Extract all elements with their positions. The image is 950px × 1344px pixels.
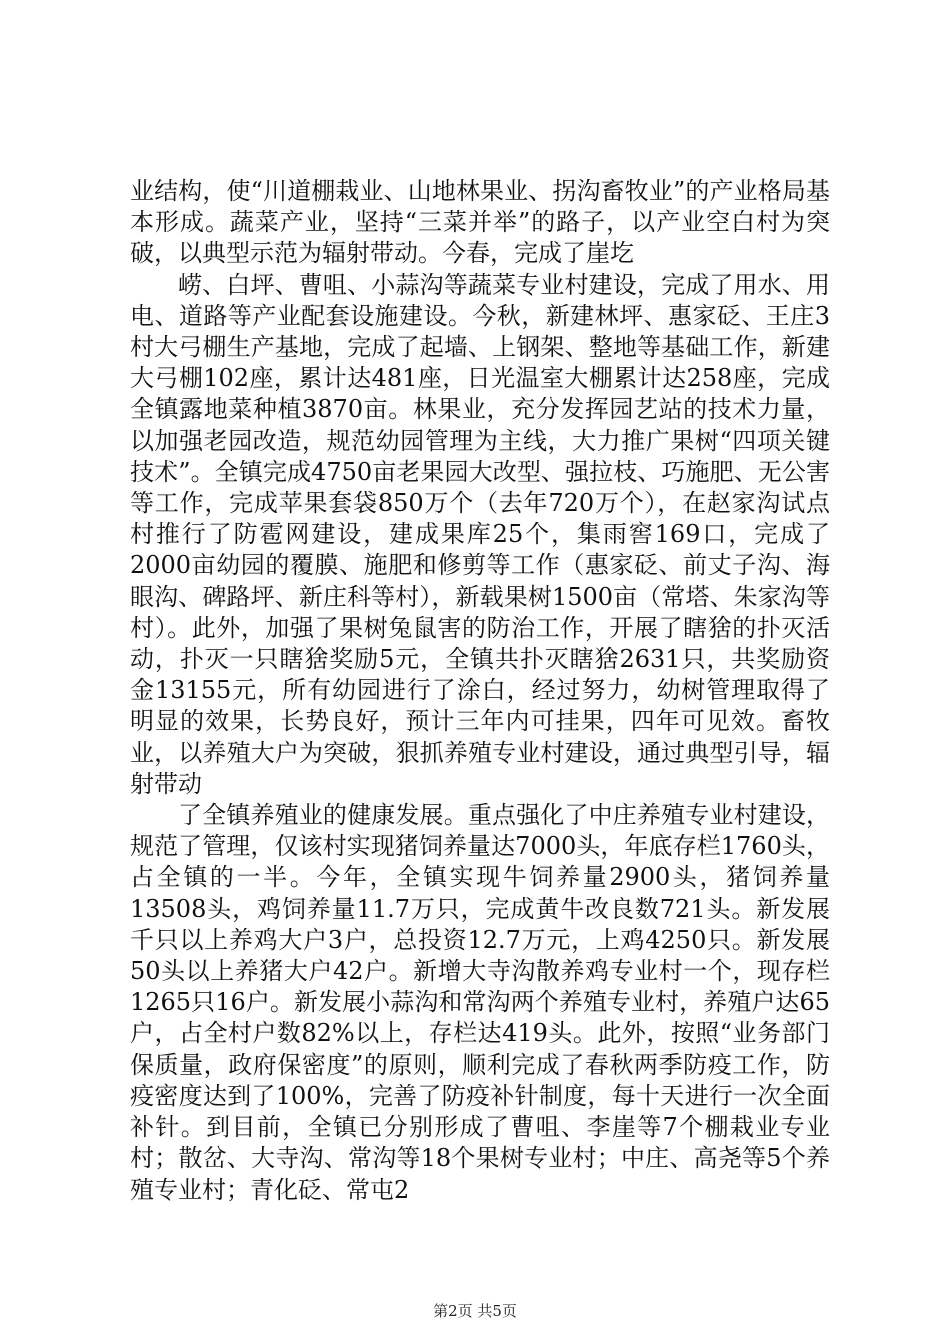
document-body	[130, 176, 830, 1206]
page-number-footer: 第2页 共5页	[433, 1302, 517, 1320]
paragraph-3: 了全镇养殖业的健康发展。重点强化了中庄养殖专业村建设，规范了管理，仅该村实现猪饲养量达7000头，年底存栏1760头，占全镇的一半。今年，全镇实现牛饲养量2900头，猪饲养量13508头，鸡饲养量11.7万只，完成黄牛改良数721头。新发展千只以上养鸡大户3户，总投资12.7万元，上鸡4250只。新发展50头以上养猪大户42户。新增大寺沟散养鸡专业村一个，现存栏1265只16户。新发展小蒜沟和常沟两个养殖专业村，养殖户达65户，占全村户数82%以上，存栏达419头。此外，按照“业务部门保质量，政府保密度”的原则，顺利完成了春秋两季防疫工作，防疫密度达到了100%，完善了防疫补针制度，每十天进行一次全面补针。到目前，全镇已分别形成了曹咀、李崖等7个棚栽业专业村；散岔、大寺沟、常沟等18个果树专业村；中庄、高尧等5个养殖专业村；青化砭、常屯2	[130, 801, 830, 1204]
paragraph-2: 崂、白坪、曹咀、小蒜沟等蔬菜专业村建设，完成了用水、用电、道路等产业配套设施建设。今秋，新建林坪、惠家砭、王庄3村大弓棚生产基地，完成了起墙、上钢架、整地等基础工作，新建大弓棚102座，累计达481座，日光温室大棚累计达258座，完成全镇露地菜种植3870亩。林果业，充分发挥园艺站的技术力量，以加强老园改造，规范幼园管理为主线，大力推广果树“四项关键技术”。全镇完成4750亩老果园大改型、强拉枝、巧施肥、无公害等工作，完成苹果套袋850万个（去年720万个），在赵家沟试点村推行了防雹网建设，建成果库25个，集雨窖169口，完成了2000亩幼园的覆膜、施肥和修剪等工作（惠家砭、前丈子沟、海眼沟、碑路坪、新庄科等村），新载果树1500亩（常塔、朱家沟等村）。此外，加强了果树兔鼠害的防治工作，开展了瞎猞的扑灭活动，扑灭一只瞎猞奖励5元，全镇共扑灭瞎猞2631只，共奖励资金13155元，所有幼园进行了涂白，经过努力，幼树管理取得了明显的效果，长势良好，预计三年内可挂果，四年可见效。畜牧业，以养殖大户为突破，狠抓养殖专业村建设，通过典型引导，辐射带动	[130, 270, 830, 798]
paragraph-1: 业结构，使“川道棚栽业、山地林果业、拐沟畜牧业”的产业格局基本形成。蔬菜产业，坚持“三菜并举”的路子，以产业空白村为突破，以典型示范为辐射带动。今春，完成了崖圪	[130, 177, 830, 268]
